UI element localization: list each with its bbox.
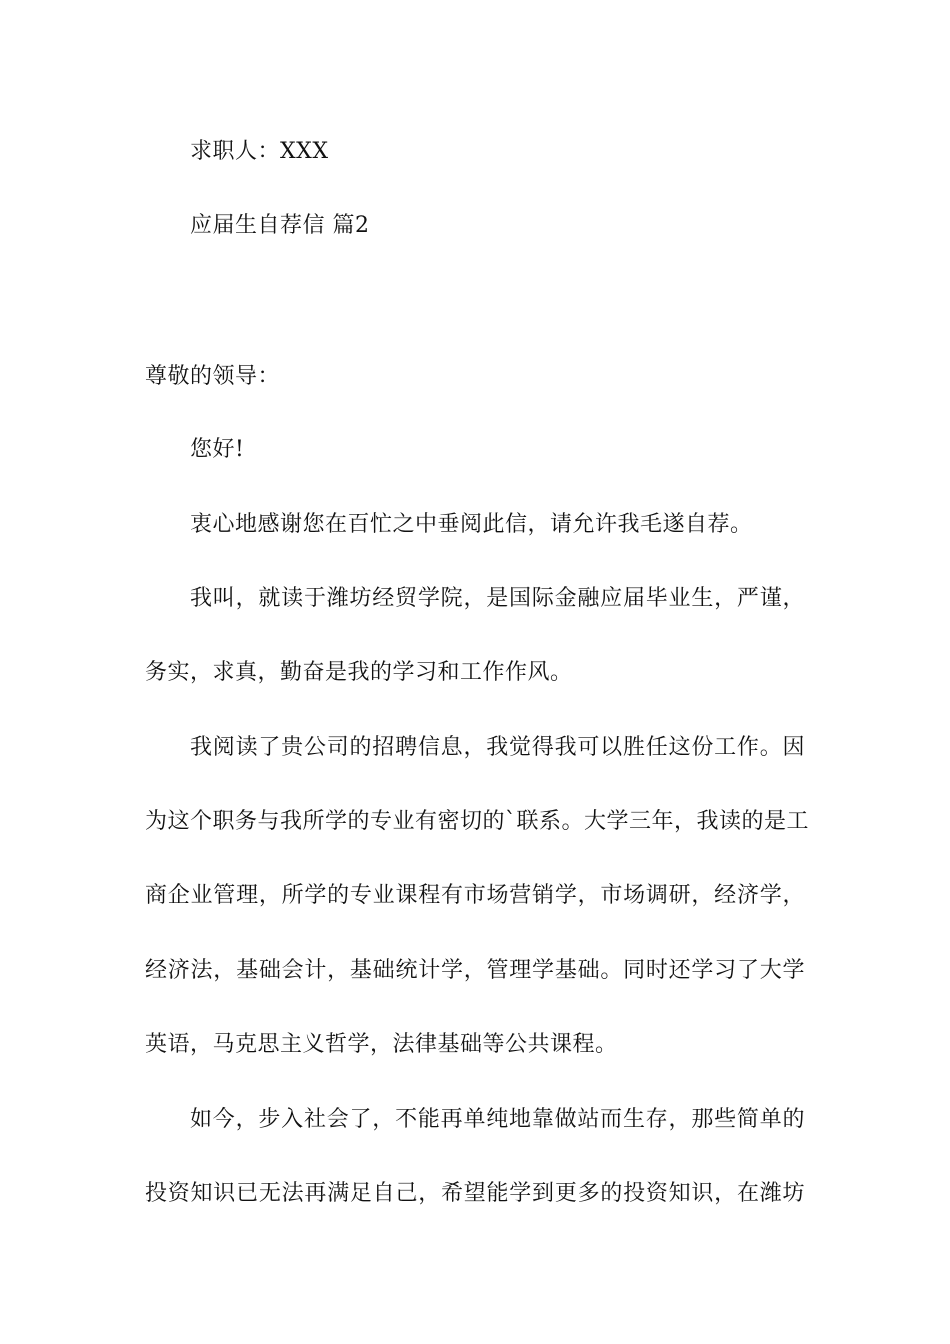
paragraph-line: 商企业管理，所学的专业课程有市场营销学，市场调研，经济学， bbox=[145, 883, 805, 908]
paragraph-line: 为这个职务与我所学的专业有密切的`联系。大学三年，我读的是工 bbox=[145, 809, 810, 834]
paragraph-line: 如今，步入社会了，不能再单纯地靠做站而生存，那些简单的 bbox=[190, 1107, 805, 1132]
paragraph-line: 投资知识已无法再满足自己，希望能学到更多的投资知识，在潍坊 bbox=[145, 1181, 805, 1206]
paragraph-line: 我阅读了贵公司的招聘信息，我觉得我可以胜任这份工作。因 bbox=[190, 735, 805, 760]
paragraph-line: 英语，马克思主义哲学，法律基础等公共课程。 bbox=[145, 1032, 618, 1057]
section-heading: 应届生自荐信 篇2 bbox=[190, 213, 370, 238]
paragraph-line: 衷心地感谢您在百忙之中垂阅此信，请允许我毛遂自荐。 bbox=[190, 512, 753, 537]
paragraph-line: 经济法，基础会计，基础统计学，管理学基础。同时还学习了大学 bbox=[145, 958, 805, 983]
applicant-line: 求职人：XXX bbox=[190, 139, 329, 164]
salutation: 尊敬的领导： bbox=[145, 364, 281, 389]
paragraph-line: 我叫，就读于潍坊经贸学院，是国际金融应届毕业生，严谨， bbox=[190, 586, 805, 611]
greeting: 您好! bbox=[190, 437, 245, 462]
paragraph-line: 务实，求真，勤奋是我的学习和工作作风。 bbox=[145, 660, 573, 685]
